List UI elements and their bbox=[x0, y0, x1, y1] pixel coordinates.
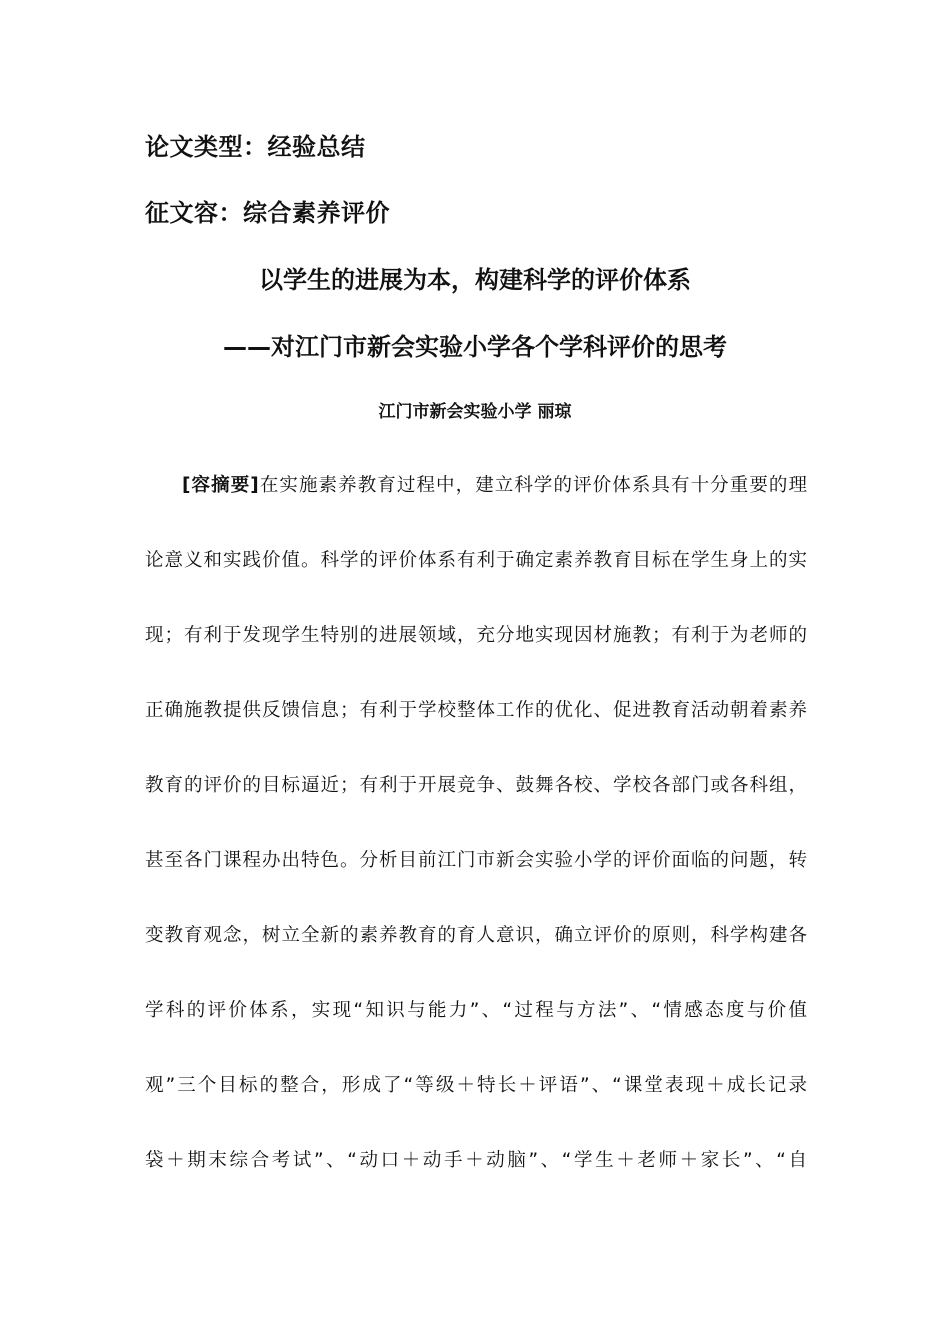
abstract-line: 甚至各门课程办出特色。分析目前江门市新会实验小学的评价面临的问题，转 bbox=[145, 850, 807, 871]
paper-type-line: 论文类型：经验总结 bbox=[145, 133, 366, 161]
abstract-line-text: 在实施素养教育过程中，建立科学的评价体系具有十分重要的理 bbox=[258, 475, 807, 496]
author-line: 江门市新会实验小学 丽琼 bbox=[378, 402, 572, 422]
abstract-line: 正确施教提供反馈信息；有利于学校整体工作的优化、促进教育活动朝着素养 bbox=[145, 700, 807, 721]
abstract-line: 现；有利于发现学生特别的进展领域，充分地实现因材施教；有利于为老师的 bbox=[145, 625, 807, 646]
abstract-line: 教育的评价的目标逼近；有利于开展竞争、鼓舞各校、学校各部门或各科组， bbox=[145, 775, 807, 796]
abstract-line bbox=[145, 448, 807, 523]
abstract-line: 观”三个目标的整合，形成了“等级＋特长＋评语”、“课堂表现＋成长记录 bbox=[145, 1075, 807, 1096]
topic-line: 征文容：综合素养评价 bbox=[145, 199, 390, 227]
abstract-line: 变教育观念，树立全新的素养教育的育人意识，确立评价的原则，科学构建各 bbox=[145, 925, 807, 946]
abstract-paragraph bbox=[145, 448, 807, 1198]
abstract-line: 论意义和实践价值。科学的评价体系有利于确定素养教育目标在学生身上的实 bbox=[145, 550, 807, 571]
abstract-label: [容摘要] bbox=[182, 475, 259, 496]
paper-title: 以学生的进展为本，构建科学的评价体系 bbox=[259, 266, 691, 294]
abstract-line: 袋＋期末综合考试”、“动口＋动手＋动脑”、“学生＋老师＋家长”、“自 bbox=[145, 1150, 807, 1171]
abstract-line: 学科的评价体系，实现“知识与能力”、“过程与方法”、“情感态度与价值 bbox=[145, 1000, 807, 1021]
paper-subtitle: ——对江门市新会实验小学各个学科评价的思考 bbox=[223, 333, 727, 361]
